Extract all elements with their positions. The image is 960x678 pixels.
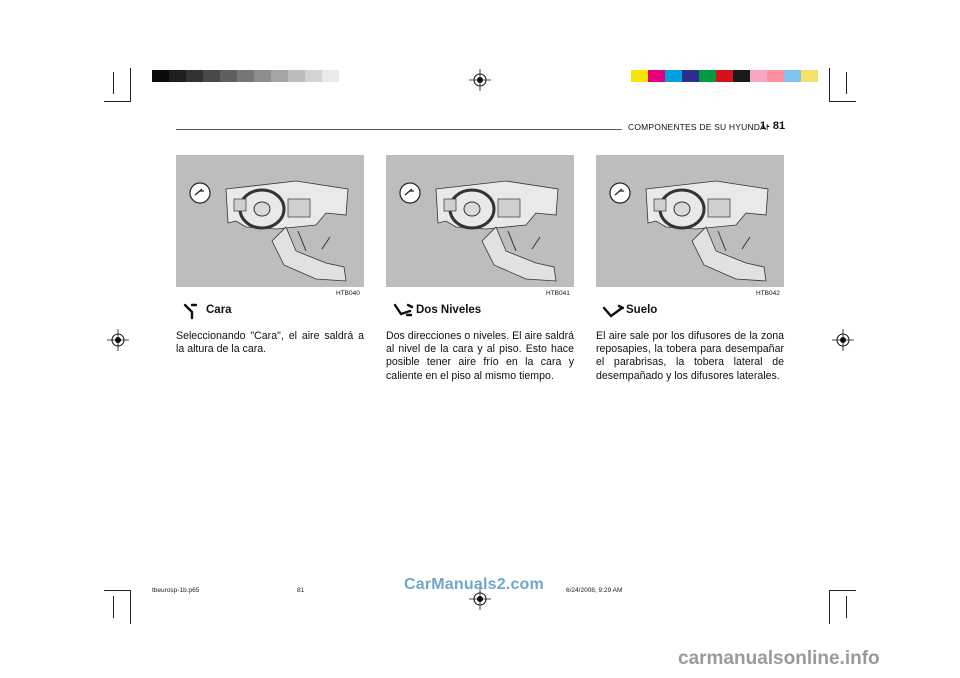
figure-code: HTB042	[756, 290, 780, 297]
crosshair-target-icon	[469, 69, 491, 91]
swatch	[665, 70, 682, 82]
swatch	[203, 70, 220, 82]
swatch	[716, 70, 733, 82]
watermark-top[interactable]: CarManuals2.com	[404, 576, 544, 593]
mode-title: Suelo	[626, 304, 658, 316]
swatch	[801, 70, 818, 82]
dashboard-drawing	[386, 155, 574, 287]
color-calibration-bar	[631, 70, 818, 82]
footer-file: tbeurosp-1b.p65	[152, 587, 200, 594]
swatch	[322, 70, 339, 82]
mode-description: Seleccionando "Cara", el aire saldrá a la altura de la cara.	[176, 330, 364, 356]
swatch	[152, 70, 169, 82]
dashboard-drawing	[596, 155, 784, 287]
gray-calibration-bar	[152, 70, 339, 82]
dashboard-illustration	[596, 155, 784, 287]
swatch	[648, 70, 665, 82]
swatch	[699, 70, 716, 82]
vent-floor-icon	[602, 302, 624, 320]
fan-dial-icon	[190, 183, 210, 203]
dashboard-illustration	[386, 155, 574, 287]
crosshair-target-icon	[832, 329, 854, 351]
swatch	[220, 70, 237, 82]
crosshair-target-icon	[107, 329, 129, 351]
dashboard-illustration	[176, 155, 364, 287]
page-number: 1- 81	[760, 120, 786, 132]
swatch	[305, 70, 322, 82]
swatch	[237, 70, 254, 82]
header-rule	[176, 129, 622, 130]
swatch	[254, 70, 271, 82]
swatch	[186, 70, 203, 82]
dashboard-drawing	[176, 155, 364, 287]
swatch	[733, 70, 750, 82]
figure-code: HTB040	[336, 290, 360, 297]
vent-face-icon	[182, 302, 204, 320]
vent-bilevel-icon	[392, 302, 414, 320]
swatch	[631, 70, 648, 82]
fan-dial-icon	[610, 183, 630, 203]
footer-page: 81	[297, 587, 305, 594]
fan-dial-icon	[400, 183, 420, 203]
mode-description: El aire sale por los difusores de la zona reposapies, la tobera para desempañar el parabrisas, la tobera lateral de desempañado y los difusores laterales.	[596, 330, 784, 382]
swatch	[784, 70, 801, 82]
mode-description: Dos direcciones o niveles. El aire saldrá al nivel de la cara y al piso. Esto hace posible tener aire frío en la cara y caliente en el piso al mismo tiempo.	[386, 330, 574, 382]
watermark-bottom[interactable]: carmanualsonline.info	[678, 648, 880, 669]
mode-title: Cara	[206, 304, 232, 316]
figure-code: HTB041	[546, 290, 570, 297]
mode-title: Dos Niveles	[416, 304, 482, 316]
swatch	[271, 70, 288, 82]
section-header: COMPONENTES DE SU HYUNDAI	[628, 122, 769, 132]
swatch	[750, 70, 767, 82]
swatch	[169, 70, 186, 82]
swatch	[682, 70, 699, 82]
swatch	[767, 70, 784, 82]
swatch	[288, 70, 305, 82]
footer-date: 6/24/2008, 9:29 AM	[566, 587, 623, 594]
